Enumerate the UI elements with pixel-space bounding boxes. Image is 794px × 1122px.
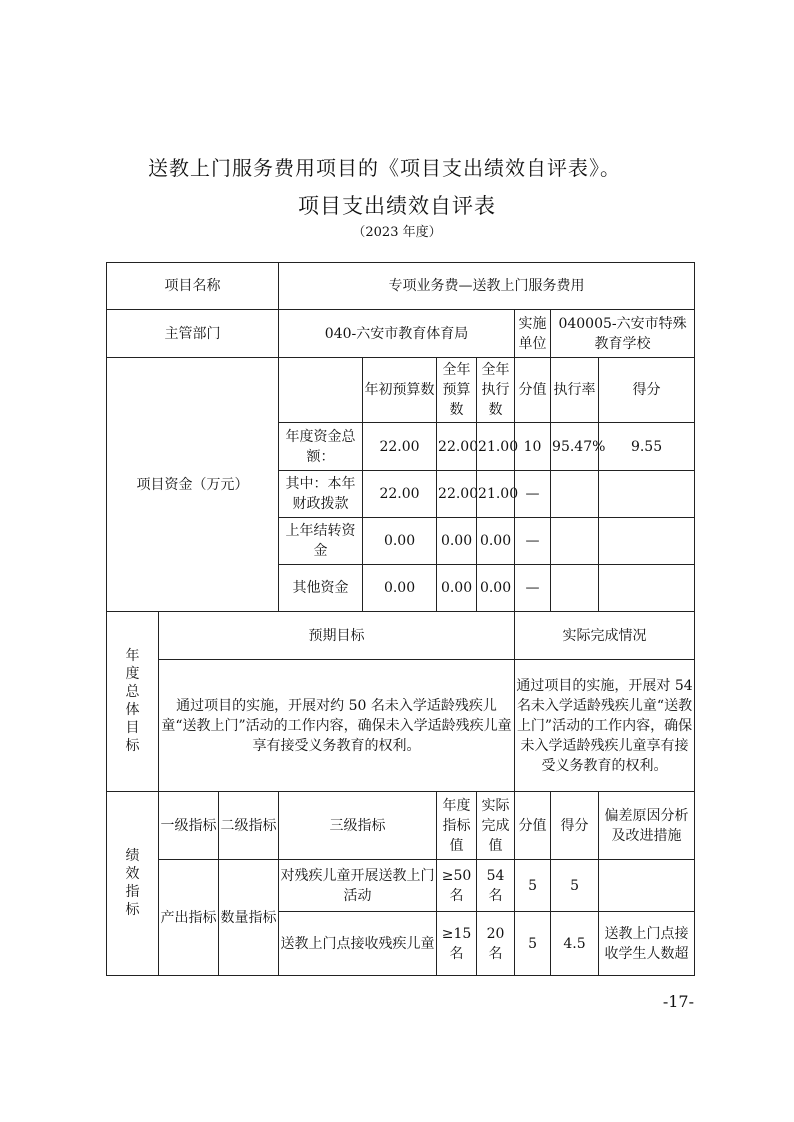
row-department: [107, 310, 695, 358]
funds-row-name: 其他资金: [279, 565, 363, 612]
intro-line: 送教上门服务费用项目的《项目支出绩效自评表》。: [148, 156, 621, 180]
funds-row-rate: 95.47%: [551, 423, 599, 471]
funds-row-score-value: —: [515, 471, 551, 518]
funds-row-annual: 0.00: [437, 565, 477, 612]
row-goals-content: [107, 660, 695, 792]
funds-header-initial: 年初预算数: [363, 358, 437, 423]
indicator-row: [107, 860, 695, 912]
funds-row-executed: 21.00: [477, 423, 515, 471]
funds-row-rate: [551, 518, 599, 565]
ind-row-name: 对残疾儿童开展送教上门活动: [279, 860, 437, 912]
funds-row-score: [599, 471, 695, 518]
ind-row-target: ≥15名: [437, 912, 477, 976]
ind-row-actual: 54 名: [477, 860, 515, 912]
goals-label-text: 年度总体目标: [125, 648, 140, 754]
ind-row-score: 5: [551, 860, 599, 912]
indicators-label: [107, 792, 159, 976]
ind-level2-value: 数量指标: [219, 860, 279, 976]
ind-header-target: 年度指标值: [437, 792, 477, 860]
dept-label: 主管部门: [107, 310, 279, 358]
funds-row-score: [599, 518, 695, 565]
ind-header-level1: 一级指标: [159, 792, 219, 860]
funds-header-score-value: 分值: [515, 358, 551, 423]
ind-row-score-value: 5: [515, 912, 551, 976]
page-title: 项目支出绩效自评表: [298, 194, 496, 218]
funds-row-annual: 0.00: [437, 518, 477, 565]
funds-header-executed: 全年执行数: [477, 358, 515, 423]
ind-header-score-value: 分值: [515, 792, 551, 860]
page-number: -17-: [662, 992, 694, 1011]
funds-row-executed: 21.00: [477, 471, 515, 518]
ind-row-score-value: 5: [515, 860, 551, 912]
funds-header-blank: [279, 358, 363, 423]
funds-row-name: 上年结转资金: [279, 518, 363, 565]
row-goals-header: [107, 612, 695, 660]
row-project-name: [107, 263, 695, 310]
row-indicator-header: [107, 792, 695, 860]
ind-row-target: ≥50名: [437, 860, 477, 912]
funds-row-score: [599, 565, 695, 612]
funds-row-initial: 0.00: [363, 565, 437, 612]
ind-row-name: 送教上门点接收残疾儿童: [279, 912, 437, 976]
ind-header-score: 得分: [551, 792, 599, 860]
ind-row-deviation: [599, 860, 695, 912]
funds-row-rate: [551, 565, 599, 612]
funds-row-rate: [551, 471, 599, 518]
funds-header-rate: 执行率: [551, 358, 599, 423]
project-name-label: 项目名称: [107, 263, 279, 310]
goals-expected-header: 预期目标: [159, 612, 515, 660]
funds-row-annual: 22.00: [437, 423, 477, 471]
funds-row-executed: 0.00: [477, 565, 515, 612]
funds-row-name: 其中：本年财政拨款: [279, 471, 363, 518]
ind-header-deviation: 偏差原因分析及改进措施: [599, 792, 695, 860]
funds-row-initial: 22.00: [363, 423, 437, 471]
ind-header-level2: 二级指标: [219, 792, 279, 860]
funds-row-executed: 0.00: [477, 518, 515, 565]
goals-label: [107, 612, 159, 792]
ind-level1-value: 产出指标: [159, 860, 219, 976]
impl-label: 实施单位: [515, 310, 551, 358]
impl-value: 040005-六安市特殊教育学校: [551, 310, 695, 358]
funds-row-score: 9.55: [599, 423, 695, 471]
indicators-label-text: 绩效指标: [125, 848, 140, 918]
dept-value: 040-六安市教育体育局: [279, 310, 515, 358]
ind-row-deviation: 送教上门点接收学生人数超: [599, 912, 695, 976]
funds-row-annual: 22.00: [437, 471, 477, 518]
goals-expected-text: 通过项目的实施，开展对约 50 名未入学适龄残疾儿童“送教上门”活动的工作内容，确保未入学适龄残疾儿童享有接受义务教育的权利。: [159, 660, 515, 792]
goals-actual-header: 实际完成情况: [515, 612, 695, 660]
ind-row-score: 4.5: [551, 912, 599, 976]
funds-row-score-value: 10: [515, 423, 551, 471]
funds-label: 项目资金（万元）: [107, 358, 279, 612]
project-name-value: 专项业务费—送教上门服务费用: [279, 263, 695, 310]
funds-row-score-value: —: [515, 518, 551, 565]
funds-row-initial: 0.00: [363, 518, 437, 565]
page-subtitle: （2023 年度）: [352, 225, 442, 240]
goals-actual-text: 通过项目的实施，开展对 54 名未入学适龄残疾儿童“送教上门”活动的工作内容，确保未入学适龄残疾儿童享有接受义务教育的权利。: [515, 660, 695, 792]
ind-header-actual: 实际完成值: [477, 792, 515, 860]
ind-header-level3: 三级指标: [279, 792, 437, 860]
funds-row-score-value: —: [515, 565, 551, 612]
ind-row-actual: 20 名: [477, 912, 515, 976]
funds-row-name: 年度资金总额：: [279, 423, 363, 471]
self-evaluation-table: [106, 262, 695, 976]
funds-header-annual: 全年预算数: [437, 358, 477, 423]
row-funds-header: [107, 358, 695, 423]
funds-header-score: 得分: [599, 358, 695, 423]
funds-row-initial: 22.00: [363, 471, 437, 518]
